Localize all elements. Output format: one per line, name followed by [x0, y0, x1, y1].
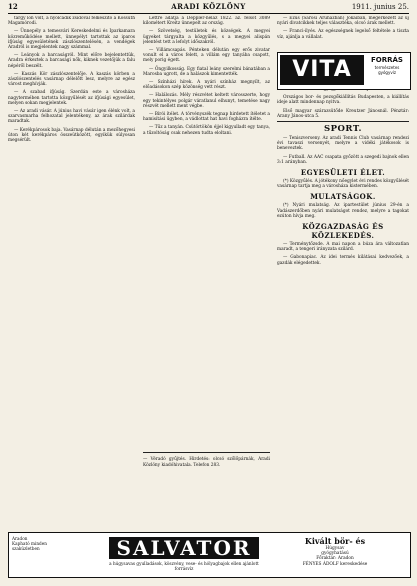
column-1 — [8, 16, 135, 584]
vita-side-text — [366, 56, 408, 75]
article-paragraph: — Halálozás. Mély részvétet keltett városszerte, hogy egy tekintélyes polgár váratlanul elhunyt, temetése nagy részvét mellett ment végbe. — [143, 93, 270, 109]
column-2 — [143, 16, 270, 446]
page-header — [8, 2, 409, 14]
salvator-right-heading: Kivált bör- és — [304, 536, 366, 546]
article-paragraph: tárgy lőn volt, a nyolcadik zsidóval felkészítő a Kossuth Magamórodi. — [8, 16, 135, 27]
article-paragraph: — Kaszás Kör zászlószentelője. A kaszás körben a zászlószentelés vasárnap délelőtt lesz, melyre az egész várost meghívják. — [8, 71, 135, 88]
section-heading-mulatsagok: MULATSÁGOK. — [310, 192, 376, 202]
vita-side-line: gyógyvíz — [378, 70, 396, 75]
vita-forras-advertisement — [277, 52, 411, 90]
article-paragraph: — Tűz a tanyán. Csütörtökön éjjel kigyulladt egy tanya, a tűzoltóság csak nehezen tudta eloltani. — [143, 125, 270, 136]
article-paragraph: — Ünnepély a temesvári Kereskedelmi és Iparkamara közreműködése mellett, ünnepélyt tartottak az iparos ifjúság egyesületének zászlószentelésén, a vendégek Aradról is megjelentek nagy számmal. — [8, 29, 135, 51]
small-ad-text: — Véradó gyűjtés. Hirdetés: olcsó szőlőpárnák, Aradi Közlöny kiadóhivatala. Telefon 283. — [143, 457, 270, 468]
salvator-left-line: szaküzletben — [12, 546, 40, 551]
vita-side-line: természetes — [374, 65, 400, 70]
article-paragraph: — Bírói ítélet. A törvényszék tegnap hirdetett ítéletet a hamisítási ügyben, a vádlottat hat havi fogházra ítélte. — [143, 112, 270, 123]
page-number: 12 — [8, 2, 18, 11]
salvator-advertisement — [8, 532, 411, 578]
section-heading-sport: SPORT. — [323, 124, 363, 135]
article-paragraph: (*) Nyári mulatság. Az ipartestület június 29-én a Vadászerdőben nyári mulatságot rendez, melyre a tagokat ezúton hívja meg. — [277, 203, 409, 219]
salvator-right-line: FÉNYES ÁDOLF kereskedése — [302, 561, 368, 567]
column-3 — [277, 16, 409, 584]
salvator-right-line: Húgysav — [325, 546, 345, 551]
article-paragraph: — A szabad ifjúság. Szerdán este a városháza nagytermében tartotta közgyűlését az ifjúsági egyesület, melyen sokan megjelentek. — [8, 90, 135, 106]
article-paragraph: Lettre adatja a Deppler-nelaz 1822. az. felsőt 3089 kilométert Kreitz ünnepelt az ország. — [143, 16, 270, 27]
newspaper-title: ARADI KÖZLÖNY — [171, 2, 246, 11]
section-heading-kozgazdasag: KÖZGAZDASÁG ÉS KÖZLEKEDÉS. — [302, 222, 384, 241]
article-paragraph: — Franci-ilyés. Az egészségnek legelső feltétele a tiszta víz, ajánlja a vállalat. — [277, 29, 409, 40]
salvator-left-text — [12, 536, 107, 574]
issue-date: 1911. junius 25. — [351, 3, 409, 11]
ad-paragraph: Első magyar szárazsütőde Kreutzer Jánosnál. Pénztár: Arany János-utca 5. — [277, 108, 409, 119]
forras-label: FORRÁS — [371, 56, 403, 64]
section-heading-egyesuleti: EGYESÜLETI ÉLET. — [300, 168, 386, 178]
article-paragraph: — Színházi hírek. A nyári színház megnyílt, az előadásokon szép közönség vett részt. — [143, 80, 270, 91]
article-paragraph: (*) Közgyűlés. A jótékony nőegylet évi rendes közgyűlését vasárnap tartja meg a városháza kistermében. — [277, 179, 409, 190]
article-paragraph: — Szövetség, testületek és községek. A megyei ügyeket tárgyalta a közgyűlés, s a megyei alispán jelentést tett a lefolyt időszakról. — [143, 29, 270, 45]
salvator-left-line: Kapható minden — [12, 541, 47, 546]
article-paragraph: — Ezüs (Sárosi Áruházban) Jókaiban, megérkezett az új nyári divatcikkek teljes választéka, olcsó árak mellett. — [277, 16, 409, 27]
article-paragraph: — Öngyilkosság. Egy fiatal leány szerelmi bánatában a Marosba ugrott, de a halászok kimentették. — [143, 66, 270, 77]
article-paragraph: — Futball. Az AAC csapata győzött a szegedi bajnok ellen 3:1 arányban. — [277, 154, 409, 165]
article-paragraph: — Gabonapiac. Az idei termés kilátásai kedvezőek, a gazdák elégedettek. — [277, 255, 409, 266]
salvator-left-line: Aradon — [12, 536, 28, 541]
article-paragraph: — Kerékpárosok baja. Vasárnap délután a mezőhegyesi úton két kerékpáros összeütközött, egyikük súlyosan megsérült. — [8, 127, 135, 144]
article-paragraph: — Teniszverseny. Az aradi Tennis Club vasárnap rendezi évi tavaszi versenyét, melyre a vidéki játékosok is beneveztek. — [277, 136, 409, 152]
article-paragraph: — Terménytőzsde. A mai napon a búza ára változatlan maradt, a tengeri irányzata szilárd. — [277, 242, 409, 253]
article-paragraph: — Leányok a barcaságról. Mint előre bejelentettük, Aradra érkeztek a barcasági nők, kiknek vezetőjük a falu népéről beszélt. — [8, 53, 135, 69]
salvator-right-text — [264, 536, 406, 567]
article-paragraph: — Az aradi vásár. A június havi vásár igen élénk volt, a szarvasmarha felhozatal jelentékeny, az árak szilárdak maradtak. — [8, 109, 135, 125]
salvator-logo: SALVATOR — [109, 537, 259, 559]
article-paragraph: — Villámcsapás. Pénteken délután egy erős zivatar vonult el a város felett, a villám egy tanyába csapott, mely porig égett. — [143, 48, 270, 64]
salvator-right-line: Főraktár: Aradon — [316, 556, 354, 562]
small-advertisement — [143, 450, 270, 528]
salvator-right-line: gyógyhatású — [321, 551, 349, 557]
salvator-description: a húgysavas gyulladások, köszvény, vese- és hólyagbajok ellen ajánlott forrásvíz — [109, 561, 259, 571]
ad-paragraph: Országos bor- és pezsgőkiállítás Budapesten, a kiállítás ideje alatt mindennap nyitva. — [277, 95, 409, 106]
vita-logo: VITA — [280, 55, 364, 85]
